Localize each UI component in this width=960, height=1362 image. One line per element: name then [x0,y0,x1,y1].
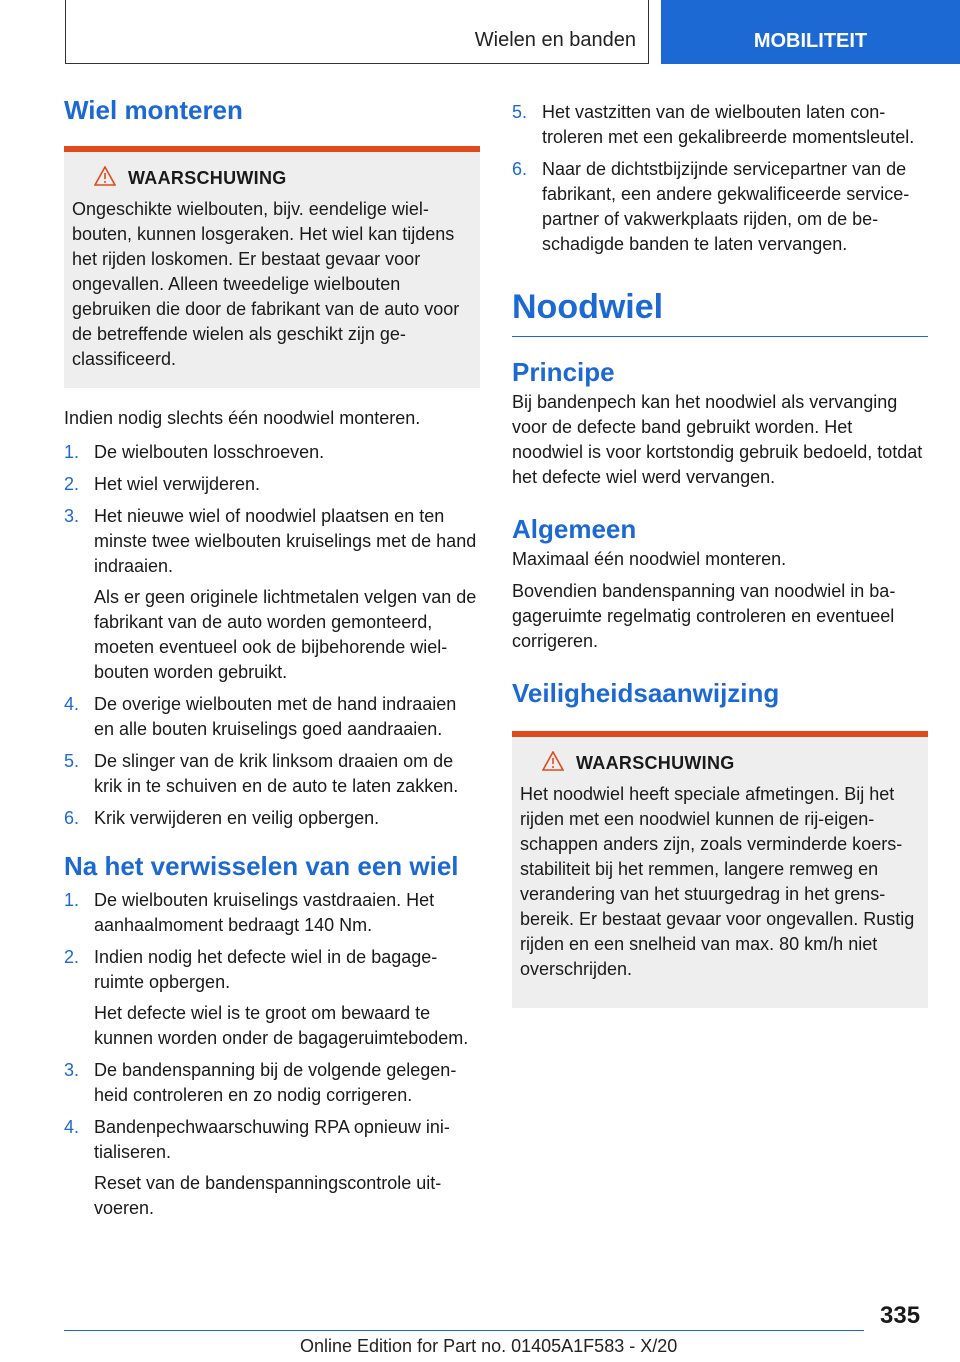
warning-title [72,166,472,191]
steps-list-2 [64,888,480,1221]
warning-box [64,146,480,388]
section-title: Wielen en banden [474,29,636,51]
algemeen-text-2: Bovendien bandenspanning van noodwiel in bagageruimte regelmatig controleren en eventueel corrigeren. [512,581,896,652]
chapter-heading-noodwiel: Noodwiel [512,287,928,337]
footer-edition: Online Edition for Part no. 01405A1F583 - X/20 [300,1336,678,1356]
section-heading-wiel-monteren: Wiel monteren [64,95,243,125]
steps-list-continued [512,100,928,257]
footer-divider [64,1330,864,1331]
list-item: 5. Het vastzitten van de wielbouten laten controleren met een gekalibreerde momentsleutel. [512,102,915,147]
warning-text: Het noodwiel heeft speciale afmetingen. Bij het rijden met een noodwiel kunnen de rij-eigenschappen anders zijn, zoals verminderde koersstabiliteit bij het remmen, langere remweg en verandering van het stuurgedrag in het grensbereik. Er bestaat gevaar voor ongevallen. Rustig rijden en een snelheid van max. 80 km/h niet overschrijden. [520,784,915,980]
warning-triangle-icon [82,166,128,191]
steps-list [64,440,480,831]
right-column [512,100,928,1008]
list-item: 1. De wielbouten kruiselings vastdraaien. Het aanhaalmoment bedraagt 140 Nm. [64,890,435,936]
list-item: 4. De overige wielbouten met de hand indraaien en alle bouten kruiselings goed aandraaien. [64,694,457,740]
list-item: 1. De wielbouten losschroeven. [64,442,325,463]
warning-title [520,751,920,776]
list-item: 3. De bandenspanning bij de volgende gelegenheid controleren en zo nodig corrigeren. [64,1060,457,1106]
warning-label: WAARSCHUWING [576,753,735,774]
section-header-box [65,0,649,64]
left-column [64,95,480,1228]
algemeen-text-1: Maximaal één noodwiel monteren. [512,549,787,570]
list-item: 4. Bandenpechwaarschuwing RPA opnieuw initialiseren. Reset van de bandenspanningscontrole uitvoeren. [64,1117,450,1219]
section-heading-na-verwisselen: Na het verwisselen van een wiel [64,851,459,882]
list-item: 2. Indien nodig het defecte wiel in de bagageruimte opbergen. Het defecte wiel is te groot om bewaard te kunnen worden onder de bagageruimtebodem. [64,947,469,1049]
heading-algemeen: Algemeen [512,513,637,544]
intro-text: Indien nodig slechts één noodwiel monteren. [64,408,421,429]
page-number: 335 [880,1302,921,1329]
chapter-tab: MOBILITEIT [661,0,960,64]
warning-label: WAARSCHUWING [128,168,287,189]
heading-veiligheidsaanwijzing: Veiligheidsaanwijzing [512,678,780,709]
list-item: 2. Het wiel verwijderen. [64,474,261,495]
list-item: 3. Het nieuwe wiel of noodwiel plaatsen en ten minste twee wielbouten kruiselings met de hand indraaien. Als er geen originele lichtmetalen velgen van de fabrikant van de auto worden gemonteerd, moeten eventueel ook de bijbehorende wielbouten worden gebruikt. [64,506,477,683]
warning-text: Ongeschikte wielbouten, bijv. eendelige wielbouten, kunnen losgeraken. Het wiel kan tijdens het rijden loskomen. Er bestaat gevaar voor ongevallen. Alleen tweedelige wielbouten gebruiken die door de fabrikant van de auto voor de betreffende wielen als geschikt zijn geclassificeerd. [72,199,460,370]
list-item: 6. Naar de dichtstbijzijnde servicepartner van de fabrikant, een andere gekwalificeerde servicepartner of vakwerkplaats rijden, om de beschadigde banden te laten vervangen. [512,159,910,254]
heading-principe: Principe [512,356,615,387]
principe-text: Bij bandenpech kan het noodwiel als vervanging voor de defecte band gebruikt worden. Het noodwiel is voor kortstondig gebruik bedoeld, totdat het defecte wiel werd vervangen. [512,391,923,487]
list-item: 5. De slinger van de krik linksom draaien om de krik in te schuiven en de auto te laten zakken. [64,751,459,797]
warning-box [512,731,928,1008]
page-header [0,0,960,64]
list-item: 6. Krik verwijderen en veilig opbergen. [64,808,380,829]
warning-triangle-icon [530,751,576,776]
